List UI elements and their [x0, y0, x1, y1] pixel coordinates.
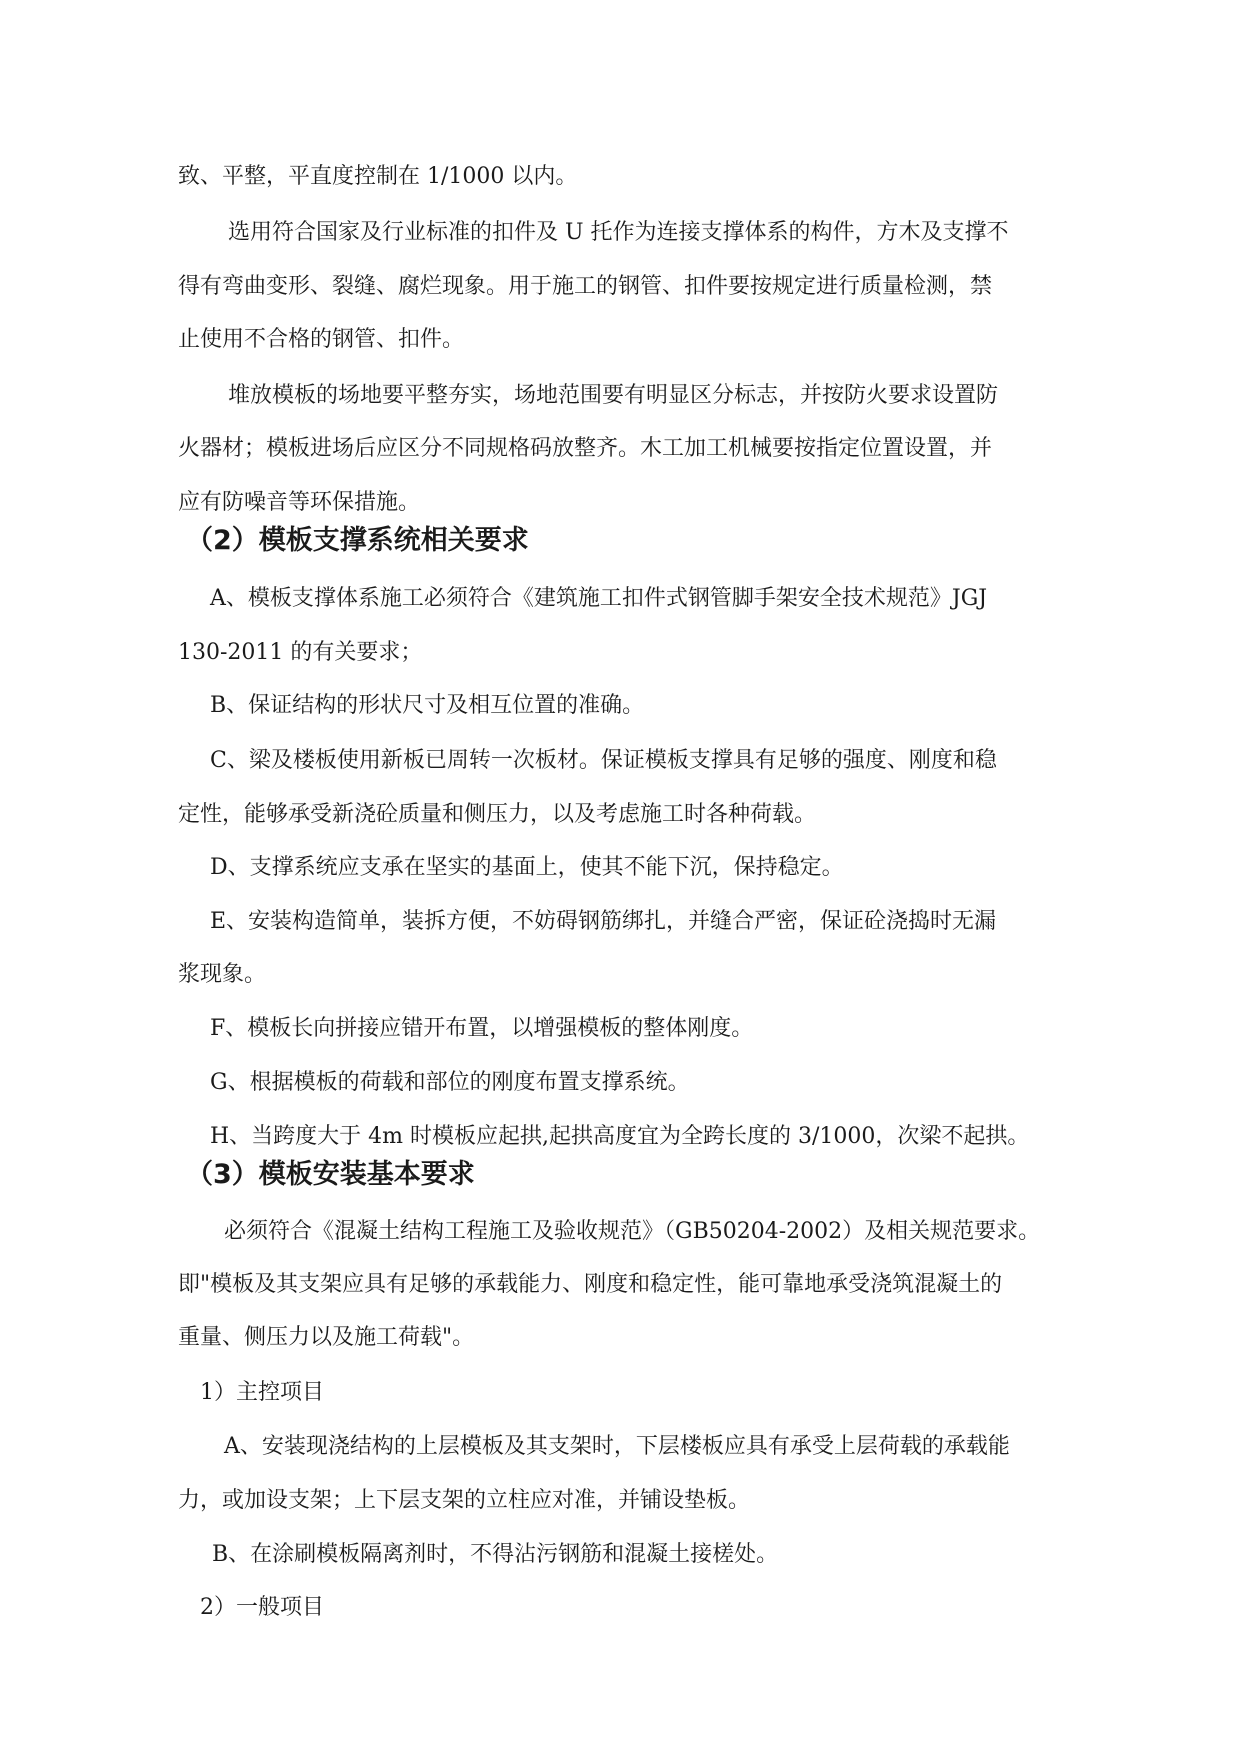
body-line: 力，或加设支架；上下层支架的立柱应对准，并铺设垫板。: [178, 1488, 751, 1513]
body-line: 得有弯曲变形、裂缝、腐烂现象。用于施工的钢管、扣件要按规定进行质量检测，禁: [178, 274, 993, 299]
body-line: 130-2011 的有关要求；: [178, 640, 423, 665]
body-line: 致、平整，平直度控制在 1/1000 以内。: [178, 164, 578, 189]
body-line: G、根据模板的荷载和部位的刚度布置支撑系统。: [210, 1070, 690, 1095]
subsection-label: 2）一般项目: [200, 1595, 324, 1620]
body-line: B、在涂刷模板隔离剂时，不得沾污钢筋和混凝土接槎处。: [212, 1542, 779, 1567]
body-line: A、安装现浇结构的上层模板及其支架时，下层楼板应具有承受上层荷载的承载能: [224, 1434, 1010, 1459]
body-line: 重量、侧压力以及施工荷载"。: [178, 1325, 475, 1350]
body-line: H、当跨度大于 4m 时模板应起拱,起拱高度宜为全跨长度的 3/1000，次梁不起拱。: [210, 1124, 1030, 1149]
body-line: 应有防噪音等环保措施。: [178, 490, 421, 515]
subsection-label: 1）主控项目: [200, 1380, 324, 1405]
body-line: A、模板支撑体系施工必须符合《建筑施工扣件式钢管脚手架安全技术规范》JGJ: [210, 586, 988, 611]
body-line: 即"模板及其支架应具有足够的承载能力、刚度和稳定性，能可靠地承受浇筑混凝土的: [178, 1272, 1003, 1297]
body-line: F、模板长向拼接应错开布置，以增强模板的整体刚度。: [210, 1016, 754, 1041]
section-heading-3: （3）模板安装基本要求: [186, 1159, 475, 1190]
body-line: C、梁及楼板使用新板已周转一次板材。保证模板支撑具有足够的强度、刚度和稳: [210, 748, 997, 773]
body-line: 火器材；模板进场后应区分不同规格码放整齐。木工加工机械要按指定位置设置，并: [178, 436, 993, 461]
body-line: 浆现象。: [178, 962, 267, 987]
body-line: 止使用不合格的钢管、扣件。: [178, 327, 465, 352]
body-line: 必须符合《混凝土结构工程施工及验收规范》（GB50204-2002）及相关规范要求。: [224, 1219, 1041, 1244]
section-heading-2: （2）模板支撑系统相关要求: [186, 525, 529, 556]
body-line: E、安装构造简单，装拆方便，不妨碍钢筋绑扎，并缝合严密，保证砼浇捣时无漏: [210, 909, 997, 934]
body-line: B、保证结构的形状尺寸及相互位置的准确。: [210, 693, 645, 718]
body-line: D、支撑系统应支承在坚实的基面上，使其不能下沉，保持稳定。: [210, 855, 844, 880]
body-line: 定性，能够承受新浇砼质量和侧压力，以及考虑施工时各种荷载。: [178, 802, 817, 827]
body-line: 堆放模板的场地要平整夯实，场地范围要有明显区分标志，并按防火要求设置防: [228, 383, 999, 408]
body-line: 选用符合国家及行业标准的扣件及 U 托作为连接支撑体系的构件，方木及支撑不: [228, 220, 1009, 245]
